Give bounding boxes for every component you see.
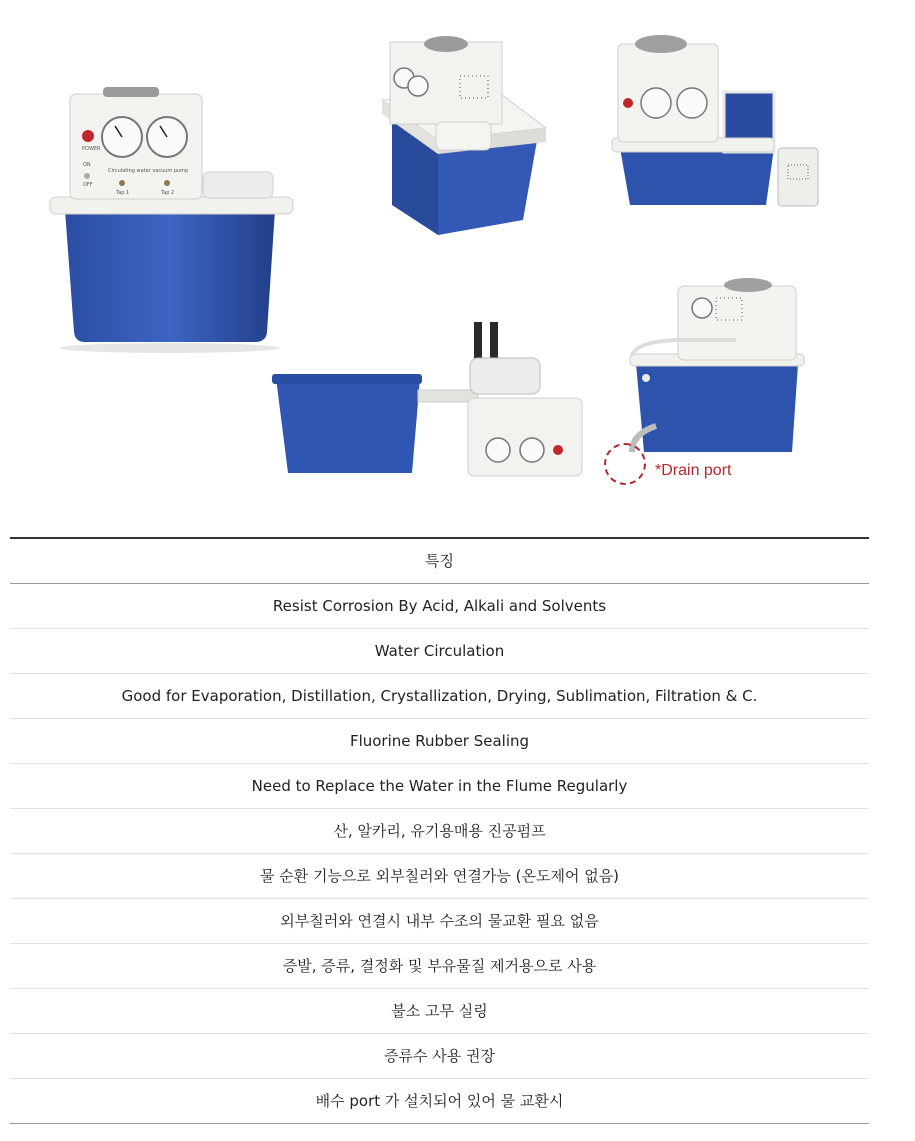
power-text: POWER [82, 146, 101, 152]
pump-name-text: Circulating water vacuum pump [108, 168, 189, 174]
feature-row: 산, 알카리, 유기용매용 진공펌프 [10, 809, 869, 854]
feature-row: Need to Replace the Water in the Flume Regularly [10, 764, 869, 809]
on-text: ON [83, 162, 91, 168]
feature-row: Resist Corrosion By Acid, Alkali and Solvents [10, 584, 869, 629]
drain-highlight-circle [604, 443, 646, 485]
feature-row: 물 순환 기능으로 외부칠러와 연결가능 (온도제어 없음) [10, 854, 869, 899]
feature-row: Good for Evaporation, Distillation, Crystallization, Drying, Sublimation, Filtration & C. [10, 674, 869, 719]
feature-row: 증류수 사용 권장 [10, 1034, 869, 1079]
pump-angled-photo [378, 30, 553, 240]
feature-row: 외부칠러와 연결시 내부 수조의 물교환 필요 없음 [10, 899, 869, 944]
pump-attachment-photo [270, 318, 590, 483]
features-header: 특징 [10, 539, 869, 584]
feature-row: Water Circulation [10, 629, 869, 674]
pump-drain-photo [626, 276, 810, 456]
features-table [10, 537, 869, 1124]
off-text: OFF [83, 182, 93, 188]
drain-port-label: *Drain port [655, 462, 732, 479]
feature-row: 증발, 증류, 결정화 및 부유물질 제거용으로 사용 [10, 944, 869, 989]
pump-front-photo [45, 80, 300, 355]
tap2-text: Tap 2 [161, 190, 175, 196]
tap1-text: Tap 1 [116, 190, 130, 196]
feature-row: 불소 고무 실링 [10, 989, 869, 1034]
pump-open-tank-photo [606, 30, 826, 210]
product-gallery [0, 0, 915, 520]
feature-row: Fluorine Rubber Sealing [10, 719, 869, 764]
feature-row: 배수 port 가 설치되어 있어 물 교환시 [315, 1092, 564, 1110]
